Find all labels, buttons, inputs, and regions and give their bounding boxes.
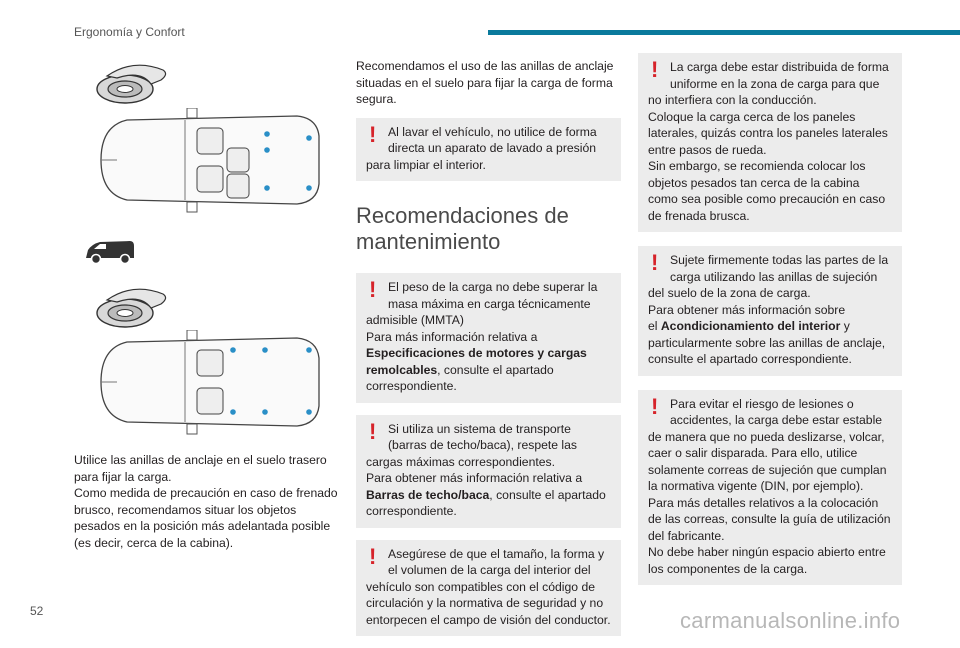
van-floor-plan-a	[97, 108, 323, 213]
warning-icon: !	[369, 418, 377, 444]
cross-reference: Barras de techo/baca	[366, 487, 490, 502]
text-line: (es decir, cerca de la cabina).	[74, 535, 234, 550]
warning-text: Al lavar el vehículo, no utilice de forma directa un aparato de lavado a presión	[388, 124, 597, 155]
warning-text: Coloque la carga cerca de los paneles laterales, quizás contra los paneles laterales entre pasos de rueda.	[648, 109, 888, 157]
warning-text: Sujete firmemente todas las partes de la carga utilizando las anillas de sujeción	[670, 253, 889, 284]
warning-text: Para más información relativa a	[366, 329, 538, 344]
column2	[356, 58, 621, 648]
van-floor-plan-b	[97, 330, 323, 435]
cross-reference: Especificaciones de motores y cargas remolcables	[366, 346, 587, 377]
warning-text: Sin embargo, se recomienda colocar los objetos pesados tan cerca de la cabina como sea posible como precaución en caso de frenada brusca.	[648, 159, 886, 223]
warning-text: No debe haber ningún espacio abierto entre los componentes de la carga.	[648, 545, 886, 576]
warning-text: La carga debe estar distribuida de forma uniforme en la zona de carga para que	[670, 60, 889, 91]
warning-box-fasten	[638, 246, 902, 376]
text-line: para fijar la carga.	[74, 469, 172, 484]
warning-text: admisible (MMTA)	[366, 313, 464, 327]
cross-reference: Acondicionamiento del interior	[660, 319, 841, 333]
warning-text: de manera que no pueda deslizarse, volcar, caer o salir disparada. Para ello, utilice solamente correas de sujeción que cumplan la normativa vigente (DIN, por ejemplo).	[648, 429, 887, 493]
warning-text: para limpiar el interior.	[366, 157, 486, 172]
warning-text: Para más detalles relativos a la colocación de las correas, consulte la guía de utilización del fabricante.	[648, 495, 891, 543]
warning-icon: !	[369, 121, 377, 147]
warning-box-injury	[638, 390, 902, 586]
text-line: Utilice las anillas de anclaje en el suelo trasero	[74, 453, 327, 467]
text-line: brusco, recomendamos situar los objetos	[74, 502, 297, 517]
van-side-icon	[84, 238, 136, 266]
warning-icon: !	[369, 277, 377, 302]
warning-text: Si utiliza un sistema de transporte (barras de techo/baca), respete las	[388, 421, 578, 452]
warning-icon: !	[651, 57, 659, 82]
warning-text: del suelo de la zona de carga.	[648, 286, 811, 300]
warning-box-size	[356, 540, 621, 637]
warning-text: Para evitar el riesgo de lesiones o accidentes, la carga debe estar estable	[670, 396, 883, 427]
text-line: pesados en la posición más adelantada posible	[74, 519, 331, 533]
warning-text: , consulte el apartado correspondiente.	[366, 487, 606, 518]
column1-intro	[74, 452, 344, 551]
warning-text: , consulte el apartado correspondiente.	[366, 362, 554, 393]
warning-text: el	[648, 319, 661, 333]
warning-box-distribution	[638, 53, 902, 232]
warning-text: y particularmente sobre las anillas de anclaje, consulte el apartado correspondiente.	[648, 319, 886, 366]
running-header: Ergonomía y Confort	[74, 25, 185, 39]
header-accent-bar	[488, 30, 960, 35]
warning-text: El peso de la carga no debe superar la masa máxima en carga técnicamente	[388, 280, 598, 311]
warning-icon: !	[369, 543, 377, 569]
warning-text: no interfiera con la conducción.	[648, 93, 817, 107]
warning-text: Para obtener más información sobre	[648, 302, 846, 317]
text-line: Como medida de precaución en caso de frenado	[74, 486, 338, 500]
anchor-ring-icon	[93, 60, 173, 106]
intro-paragraph: Recomendamos el uso de las anillas de anclaje situadas en el suelo para fijar la carga de forma segura.	[356, 59, 614, 106]
warning-icon: !	[651, 393, 659, 419]
warning-text: vehículo son compatibles con el código de circulación y la normativa de seguridad y no entorpecen el campo de visión del conductor.	[366, 579, 611, 627]
warning-icon: !	[651, 250, 659, 275]
column3	[638, 53, 902, 597]
anchor-ring-icon	[93, 284, 173, 330]
warning-text: cargas máximas correspondientes.	[366, 454, 555, 469]
section-title: Recomendaciones de mantenimiento	[356, 203, 569, 254]
warning-box-roof	[356, 415, 621, 528]
watermark: carmanualsonline.info	[680, 608, 901, 633]
page-number: 52	[30, 604, 44, 618]
warning-box-weight	[356, 273, 621, 403]
warning-text: Para obtener más información relativa a	[366, 471, 583, 485]
warning-box-wash	[356, 118, 621, 182]
warning-text: Asegúrese de que el tamaño, la forma y el volumen de la carga del interior del	[388, 546, 605, 577]
